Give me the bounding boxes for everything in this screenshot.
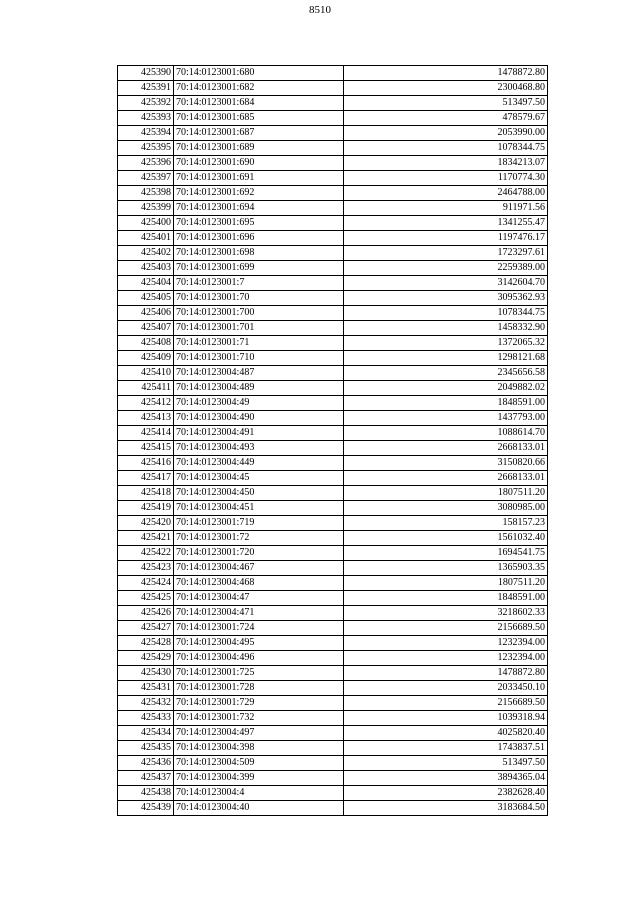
- table-row: [118, 216, 548, 231]
- cadastral-value-cell: 1848591.00: [344, 396, 548, 411]
- row-number-cell: 425413: [118, 411, 174, 426]
- row-number-cell: 425436: [118, 756, 174, 771]
- cadastral-value-cell: 1723297.61: [344, 246, 548, 261]
- cadastral-value-cell: 2156689.50: [344, 696, 548, 711]
- table-row: [118, 741, 548, 756]
- cadastral-number-cell: 70:14:0123001:729: [174, 696, 344, 711]
- cadastral-value-cell: 1478872.80: [344, 66, 548, 81]
- cadastral-value-cell: 1232394.00: [344, 636, 548, 651]
- cadastral-number-cell: 70:14:0123001:684: [174, 96, 344, 111]
- cadastral-number-cell: 70:14:0123004:509: [174, 756, 344, 771]
- cadastral-number-cell: 70:14:0123004:489: [174, 381, 344, 396]
- cadastral-value-cell: 1298121.68: [344, 351, 548, 366]
- row-number-cell: 425434: [118, 726, 174, 741]
- table-body: [118, 66, 548, 816]
- cadastral-value-cell: 1078344.75: [344, 141, 548, 156]
- row-number-cell: 425432: [118, 696, 174, 711]
- cadastral-number-cell: 70:14:0123004:491: [174, 426, 344, 441]
- table-row: [118, 726, 548, 741]
- cadastral-number-cell: 70:14:0123001:690: [174, 156, 344, 171]
- cadastral-value-cell: 1232394.00: [344, 651, 548, 666]
- row-number-cell: 425423: [118, 561, 174, 576]
- row-number-cell: 425431: [118, 681, 174, 696]
- row-number-cell: 425392: [118, 96, 174, 111]
- table-row: [118, 366, 548, 381]
- cadastral-number-cell: 70:14:0123004:399: [174, 771, 344, 786]
- cadastral-value-cell: 1078344.75: [344, 306, 548, 321]
- table-row: [118, 696, 548, 711]
- table-row: [118, 606, 548, 621]
- row-number-cell: 425404: [118, 276, 174, 291]
- table-row: [118, 456, 548, 471]
- cadastral-value-cell: 1341255.47: [344, 216, 548, 231]
- table-row: [118, 411, 548, 426]
- cadastral-number-cell: 70:14:0123001:70: [174, 291, 344, 306]
- table-row: [118, 501, 548, 516]
- cadastral-value-cell: 2464788.00: [344, 186, 548, 201]
- cadastral-number-cell: 70:14:0123004:40: [174, 801, 344, 816]
- row-number-cell: 425397: [118, 171, 174, 186]
- row-number-cell: 425402: [118, 246, 174, 261]
- cadastral-number-cell: 70:14:0123001:682: [174, 81, 344, 96]
- row-number-cell: 425419: [118, 501, 174, 516]
- row-number-cell: 425396: [118, 156, 174, 171]
- cadastral-value-cell: 1478872.80: [344, 666, 548, 681]
- row-number-cell: 425411: [118, 381, 174, 396]
- cadastral-number-cell: 70:14:0123001:710: [174, 351, 344, 366]
- row-number-cell: 425418: [118, 486, 174, 501]
- cadastral-value-cell: 1743837.51: [344, 741, 548, 756]
- row-number-cell: 425405: [118, 291, 174, 306]
- row-number-cell: 425401: [118, 231, 174, 246]
- cadastral-value-cell: 1694541.75: [344, 546, 548, 561]
- row-number-cell: 425433: [118, 711, 174, 726]
- cadastral-number-cell: 70:14:0123004:468: [174, 576, 344, 591]
- cadastral-value-cell: 3183684.50: [344, 801, 548, 816]
- cadastral-number-cell: 70:14:0123001:695: [174, 216, 344, 231]
- cadastral-number-cell: 70:14:0123004:490: [174, 411, 344, 426]
- cadastral-value-cell: 1039318.94: [344, 711, 548, 726]
- row-number-cell: 425415: [118, 441, 174, 456]
- table-row: [118, 141, 548, 156]
- cadastral-value-cell: 513497.50: [344, 96, 548, 111]
- cadastral-number-cell: 70:14:0123004:451: [174, 501, 344, 516]
- table-row: [118, 321, 548, 336]
- table-row: [118, 486, 548, 501]
- cadastral-number-cell: 70:14:0123001:719: [174, 516, 344, 531]
- table-row: [118, 201, 548, 216]
- row-number-cell: 425439: [118, 801, 174, 816]
- row-number-cell: 425390: [118, 66, 174, 81]
- row-number-cell: 425407: [118, 321, 174, 336]
- row-number-cell: 425395: [118, 141, 174, 156]
- table-row: [118, 471, 548, 486]
- cadastral-number-cell: 70:14:0123004:496: [174, 651, 344, 666]
- cadastral-number-cell: 70:14:0123004:467: [174, 561, 344, 576]
- table-row: [118, 546, 548, 561]
- table-row: [118, 66, 548, 81]
- cadastral-number-cell: 70:14:0123001:699: [174, 261, 344, 276]
- cadastral-number-cell: 70:14:0123001:725: [174, 666, 344, 681]
- cadastral-number-cell: 70:14:0123001:694: [174, 201, 344, 216]
- cadastral-number-cell: 70:14:0123001:72: [174, 531, 344, 546]
- row-number-cell: 425410: [118, 366, 174, 381]
- cadastral-number-cell: 70:14:0123004:4: [174, 786, 344, 801]
- cadastral-value-cell: 2668133.01: [344, 471, 548, 486]
- row-number-cell: 425429: [118, 651, 174, 666]
- table-row: [118, 396, 548, 411]
- cadastral-value-cell: 2345656.58: [344, 366, 548, 381]
- row-number-cell: 425421: [118, 531, 174, 546]
- row-number-cell: 425420: [118, 516, 174, 531]
- row-number-cell: 425408: [118, 336, 174, 351]
- cadastral-value-cell: 1372065.32: [344, 336, 548, 351]
- cadastral-value-cell: 1170774.30: [344, 171, 548, 186]
- table-row: [118, 186, 548, 201]
- cadastral-value-cell: 2300468.80: [344, 81, 548, 96]
- cadastral-value-table: [117, 65, 548, 816]
- row-number-cell: 425398: [118, 186, 174, 201]
- row-number-cell: 425425: [118, 591, 174, 606]
- table-row: [118, 441, 548, 456]
- cadastral-value-cell: 4025820.40: [344, 726, 548, 741]
- table-row: [118, 756, 548, 771]
- cadastral-value-cell: 1197476.17: [344, 231, 548, 246]
- cadastral-number-cell: 70:14:0123004:493: [174, 441, 344, 456]
- cadastral-value-cell: 911971.56: [344, 201, 548, 216]
- row-number-cell: 425406: [118, 306, 174, 321]
- cadastral-number-cell: 70:14:0123001:696: [174, 231, 344, 246]
- table-row: [118, 681, 548, 696]
- row-number-cell: 425400: [118, 216, 174, 231]
- cadastral-value-cell: 513497.50: [344, 756, 548, 771]
- cadastral-number-cell: 70:14:0123001:692: [174, 186, 344, 201]
- cadastral-value-cell: 3218602.33: [344, 606, 548, 621]
- table-row: [118, 636, 548, 651]
- table-row: [118, 246, 548, 261]
- cadastral-value-cell: 3150820.66: [344, 456, 548, 471]
- row-number-cell: 425416: [118, 456, 174, 471]
- cadastral-number-cell: 70:14:0123001:700: [174, 306, 344, 321]
- table-row: [118, 771, 548, 786]
- cadastral-value-cell: 1458332.90: [344, 321, 548, 336]
- cadastral-value-cell: 158157.23: [344, 516, 548, 531]
- cadastral-number-cell: 70:14:0123001:724: [174, 621, 344, 636]
- cadastral-number-cell: 70:14:0123001:689: [174, 141, 344, 156]
- table-row: [118, 516, 548, 531]
- cadastral-value-cell: 3894365.04: [344, 771, 548, 786]
- row-number-cell: 425417: [118, 471, 174, 486]
- cadastral-value-cell: 3142604.70: [344, 276, 548, 291]
- row-number-cell: 425424: [118, 576, 174, 591]
- cadastral-number-cell: 70:14:0123001:720: [174, 546, 344, 561]
- cadastral-value-cell: 3095362.93: [344, 291, 548, 306]
- page-number: 8510: [309, 4, 331, 16]
- cadastral-number-cell: 70:14:0123001:728: [174, 681, 344, 696]
- table-row: [118, 96, 548, 111]
- row-number-cell: 425403: [118, 261, 174, 276]
- cadastral-value-cell: 2259389.00: [344, 261, 548, 276]
- row-number-cell: 425437: [118, 771, 174, 786]
- row-number-cell: 425438: [118, 786, 174, 801]
- row-number-cell: 425394: [118, 126, 174, 141]
- cadastral-number-cell: 70:14:0123001:732: [174, 711, 344, 726]
- table-row: [118, 591, 548, 606]
- cadastral-number-cell: 70:14:0123001:7: [174, 276, 344, 291]
- cadastral-value-cell: 478579.67: [344, 111, 548, 126]
- cadastral-number-cell: 70:14:0123004:497: [174, 726, 344, 741]
- cadastral-value-cell: 1365903.35: [344, 561, 548, 576]
- cadastral-number-cell: 70:14:0123004:471: [174, 606, 344, 621]
- row-number-cell: 425391: [118, 81, 174, 96]
- table-row: [118, 111, 548, 126]
- table-row: [118, 786, 548, 801]
- row-number-cell: 425426: [118, 606, 174, 621]
- row-number-cell: 425399: [118, 201, 174, 216]
- cadastral-value-cell: 2668133.01: [344, 441, 548, 456]
- cadastral-number-cell: 70:14:0123004:449: [174, 456, 344, 471]
- table-row: [118, 126, 548, 141]
- table-row: [118, 801, 548, 816]
- cadastral-number-cell: 70:14:0123004:49: [174, 396, 344, 411]
- table-row: [118, 156, 548, 171]
- cadastral-value-cell: 2156689.50: [344, 621, 548, 636]
- row-number-cell: 425430: [118, 666, 174, 681]
- row-number-cell: 425427: [118, 621, 174, 636]
- table-row: [118, 291, 548, 306]
- cadastral-value-cell: 2053990.00: [344, 126, 548, 141]
- cadastral-value-cell: 2049882.02: [344, 381, 548, 396]
- table-row: [118, 651, 548, 666]
- cadastral-number-cell: 70:14:0123004:450: [174, 486, 344, 501]
- table-row: [118, 261, 548, 276]
- cadastral-number-cell: 70:14:0123004:47: [174, 591, 344, 606]
- table-row: [118, 666, 548, 681]
- table-row: [118, 531, 548, 546]
- table-row: [118, 171, 548, 186]
- table-row: [118, 381, 548, 396]
- cadastral-number-cell: 70:14:0123001:680: [174, 66, 344, 81]
- cadastral-number-cell: 70:14:0123004:45: [174, 471, 344, 486]
- cadastral-number-cell: 70:14:0123001:691: [174, 171, 344, 186]
- cadastral-value-cell: 1807511.20: [344, 576, 548, 591]
- table-row: [118, 351, 548, 366]
- row-number-cell: 425393: [118, 111, 174, 126]
- table-row: [118, 576, 548, 591]
- cadastral-number-cell: 70:14:0123001:71: [174, 336, 344, 351]
- table-row: [118, 306, 548, 321]
- cadastral-number-cell: 70:14:0123004:398: [174, 741, 344, 756]
- cadastral-value-cell: 3080985.00: [344, 501, 548, 516]
- cadastral-value-cell: 2033450.10: [344, 681, 548, 696]
- cadastral-value-cell: 1437793.00: [344, 411, 548, 426]
- table-row: [118, 231, 548, 246]
- row-number-cell: 425414: [118, 426, 174, 441]
- cadastral-value-cell: 1088614.70: [344, 426, 548, 441]
- cadastral-number-cell: 70:14:0123001:687: [174, 126, 344, 141]
- cadastral-value-cell: 1807511.20: [344, 486, 548, 501]
- cadastral-number-cell: 70:14:0123001:698: [174, 246, 344, 261]
- table-row: [118, 81, 548, 96]
- table-row: [118, 711, 548, 726]
- table-row: [118, 426, 548, 441]
- row-number-cell: 425435: [118, 741, 174, 756]
- cadastral-value-cell: 1561032.40: [344, 531, 548, 546]
- row-number-cell: 425428: [118, 636, 174, 651]
- cadastral-value-cell: 1848591.00: [344, 591, 548, 606]
- table-row: [118, 276, 548, 291]
- table-row: [118, 336, 548, 351]
- row-number-cell: 425412: [118, 396, 174, 411]
- cadastral-number-cell: 70:14:0123001:701: [174, 321, 344, 336]
- cadastral-number-cell: 70:14:0123001:685: [174, 111, 344, 126]
- cadastral-number-cell: 70:14:0123004:495: [174, 636, 344, 651]
- table-row: [118, 561, 548, 576]
- row-number-cell: 425409: [118, 351, 174, 366]
- table-row: [118, 621, 548, 636]
- cadastral-number-cell: 70:14:0123004:487: [174, 366, 344, 381]
- cadastral-value-cell: 1834213.07: [344, 156, 548, 171]
- cadastral-value-cell: 2382628.40: [344, 786, 548, 801]
- row-number-cell: 425422: [118, 546, 174, 561]
